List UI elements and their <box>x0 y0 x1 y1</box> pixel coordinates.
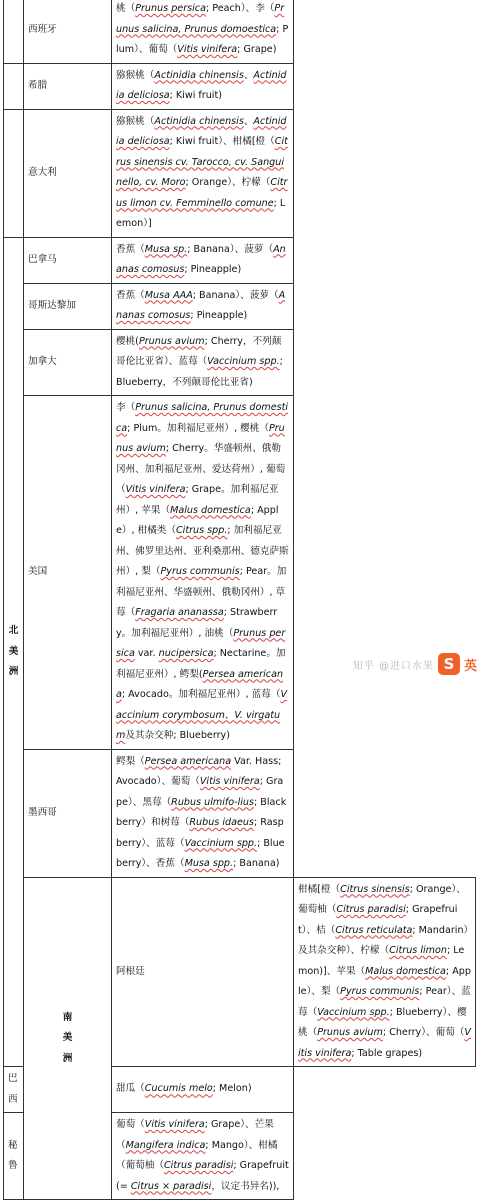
fruit-text: ; Apple）, 柑橘类（ <box>116 504 279 536</box>
fruit-text: ; Kiwi fruit) <box>169 90 222 101</box>
fruit-text: ; Banana) <box>233 858 280 869</box>
fruit-text: 香蕉（ <box>116 243 145 255</box>
country-cell: 希腊 <box>24 63 112 109</box>
fruit-text: Var. Hass; Avocado）、葡萄（ <box>116 755 282 787</box>
region-cell-europe <box>4 109 24 237</box>
fruit-text: ; Strawberry。加利福尼亚州）, 油桃（ <box>116 607 278 639</box>
fruit-text: ; Blueberry）、香蕉（ <box>116 837 285 869</box>
fruit-text: var. <box>134 648 159 659</box>
scientific-name: Persea americana <box>144 755 232 767</box>
country-cell: 巴西 <box>4 1067 24 1113</box>
fruit-text: 葡萄（ <box>116 1119 145 1130</box>
scientific-name: Citrus spp. <box>175 525 228 536</box>
fruit-text: 猕猴桃（ <box>116 115 155 127</box>
scientific-name: Musa spp. <box>184 858 234 869</box>
fruit-text: ; Blueberry，不列颠哥伦比亚省) <box>116 356 283 388</box>
watermark-text: 知乎 @进口水果 <box>352 660 434 672</box>
scientific-name: Actinidia chinensis <box>154 69 244 81</box>
fruit-text: ; Pear。加利福尼亚州、华盛顿州、俄勒冈州）, 草莓（ <box>116 566 287 618</box>
country-cell: 阿根廷 <box>112 877 294 1067</box>
scientific-name: Musa sp. <box>144 243 188 255</box>
country-cell: 哥斯达黎加 <box>24 283 112 329</box>
fruit-list-cell <box>112 283 294 329</box>
country-cell: 西班牙 <box>24 0 112 63</box>
fruit-list-cell <box>112 749 294 877</box>
scientific-name: Cucumis melo <box>144 1083 213 1095</box>
fruit-text: ; Table grapes) <box>351 1047 423 1059</box>
fruit-text: ; Avocado。加利福尼亚州）, 蓝莓（ <box>121 689 281 700</box>
region-cell-europe <box>4 63 24 109</box>
fruit-text: ，议定书异名)), <box>211 1180 280 1192</box>
fruit-list-cell <box>112 396 294 750</box>
country-cell: 加拿大 <box>24 329 112 396</box>
fruit-list-cell <box>112 63 294 109</box>
scientific-name: Ananas comosus <box>116 243 286 275</box>
fruit-text: ; Pineapple) <box>184 264 242 275</box>
fruit-text: ; Banana）、菠萝（ <box>192 289 279 301</box>
fruit-list-cell <box>112 329 294 396</box>
scientific-name: Malus domestica <box>365 965 446 977</box>
fruit-text: ; Grape) <box>237 44 277 55</box>
region-text: 南 美 洲 <box>62 1011 73 1064</box>
scientific-name: Mangifera indica <box>125 1139 206 1151</box>
fruit-text: 香蕉（ <box>116 289 145 301</box>
fruit-text: ; Cherry。华盛顿州、俄勒冈州、加利福尼亚州、爱达荷州）, 葡萄（ <box>116 443 286 495</box>
scientific-name: Fragaria ananassa <box>135 607 224 618</box>
scientific-name: Musa AAA <box>144 289 193 301</box>
scientific-name: Prunus persica <box>135 3 206 14</box>
scientific-name: Citrus sinensis cv. Tarocco, cv. Sanguinello, cv. Moro <box>116 136 288 188</box>
table-row <box>4 329 476 396</box>
fruit-text: ; Melon) <box>212 1083 252 1095</box>
region-label-north-america <box>4 237 24 1067</box>
country-cell: 墨西哥 <box>24 749 112 877</box>
fruit-text: 猕猴桃（ <box>116 69 155 81</box>
scientific-name: Vaccinium corymbosum、V. virgatum <box>116 689 288 741</box>
table-row <box>4 0 476 63</box>
ime-language-indicator: 英 <box>463 658 477 674</box>
region-text: 北 美 洲 <box>8 625 19 677</box>
table-row <box>4 749 476 877</box>
scientific-name: Vitis vinifera <box>199 776 260 787</box>
fruit-text: 桃（ <box>116 3 136 14</box>
scientific-name: Citrus limon cv. Femminello comune <box>116 177 288 209</box>
scientific-name: Pyrus communis <box>340 986 420 997</box>
scientific-name: Prunus avium <box>116 422 285 454</box>
table-row <box>4 237 476 283</box>
scientific-name: Citrus paradisi <box>336 904 406 915</box>
scientific-name: Prunus persica <box>116 627 286 659</box>
fruit-text: ; Mango）、柑橘（葡萄柚（ <box>116 1139 278 1171</box>
fruit-text: 李（ <box>116 402 136 413</box>
fruit-text: ; Kiwi fruit）、柑橘[橙（ <box>169 136 275 147</box>
table-row <box>4 109 476 237</box>
fruit-text: ; Mandarin）及其杂交种）、柠檬（ <box>298 924 469 956</box>
fruit-text: ; Raspberry）、蓝莓（ <box>116 817 284 849</box>
fruit-text: ; Peach）、李（ <box>205 3 275 14</box>
scientific-name: Rubus idaeus <box>189 817 254 828</box>
fruit-text: 柑橘[橙（ <box>298 883 341 895</box>
sogou-logo-icon: S <box>438 653 460 675</box>
table-row <box>4 877 476 1067</box>
fruit-text: 及其杂交种; Blueberry) <box>125 730 230 741</box>
scientific-name: Vaccinium spp. <box>317 1006 390 1018</box>
fruit-text: ; Blueberry）、樱桃（ <box>298 1006 467 1038</box>
watermark <box>353 653 479 675</box>
fruit-text: ; Grape）、黑莓（ <box>116 776 284 808</box>
scientific-name: Persea americana <box>116 668 284 700</box>
scientific-name: Rubus ulmifo-lius <box>171 796 255 808</box>
scientific-name: Pyrus communis <box>160 566 240 577</box>
scientific-name: Vaccinium spp. <box>207 356 280 367</box>
scientific-name: Citrus limon <box>389 945 447 956</box>
scientific-name: Vitis vinifera <box>144 1119 205 1130</box>
fruit-text: ; Lemon)]、苹果（ <box>298 945 465 977</box>
fruit-text: ; Apple）、梨（ <box>298 965 471 997</box>
scientific-name: Prunus salicina, Prunus domestica <box>116 402 289 434</box>
country-cell: 美国 <box>24 396 112 750</box>
scientific-name: Citrus × paradisi <box>130 1180 212 1192</box>
fruit-text: 甜瓜（ <box>116 1083 145 1095</box>
fruit-text: ; Orange）、柠檬（ <box>185 177 271 188</box>
fruit-import-table <box>3 0 476 1200</box>
scientific-name: Vitis vinifera <box>125 484 186 495</box>
fruit-text: ; Grapefruit）、桔（ <box>298 904 458 936</box>
table-row <box>4 283 476 329</box>
country-cell: 巴拿马 <box>24 237 112 283</box>
fruit-text: ; Orange）、葡萄柚（ <box>298 883 466 915</box>
table-row <box>4 396 476 750</box>
scientific-name: Citrus reticulata <box>335 924 413 936</box>
scientific-name: Ananas comosus <box>116 289 286 321</box>
fruit-list-cell <box>112 0 294 63</box>
fruit-list-cell <box>112 237 294 283</box>
scientific-name: Vitis vinifera <box>298 1027 471 1059</box>
region-cell-europe <box>4 0 24 63</box>
fruit-text: ; Cherry，不列颠哥伦比亚省）、蓝莓（ <box>116 335 282 367</box>
scientific-name: Malus domestica <box>170 504 251 516</box>
scientific-name: Vitis vinifera <box>177 44 238 55</box>
scientific-name: nucipersica <box>158 648 214 659</box>
fruit-text: ; Grape。加利福尼亚州）, 苹果（ <box>116 484 279 516</box>
fruit-text: ; Grape）、芒果（ <box>116 1119 274 1151</box>
fruit-text: ; Pineapple) <box>190 310 248 321</box>
fruit-text: ; Cherry）、葡萄（ <box>382 1027 465 1038</box>
scientific-name: Citrus sinensis <box>340 883 410 895</box>
fruit-text: 鳄梨（ <box>116 755 145 767</box>
scientific-name: Prunus avium <box>317 1027 383 1038</box>
scientific-name: Actinidia deliciosa <box>116 115 287 147</box>
fruit-list-cell <box>112 1067 294 1113</box>
fruit-text: 樱桃( <box>116 335 139 347</box>
fruit-text: ; Plum。加利福尼亚州）, 樱桃（ <box>127 422 269 434</box>
fruit-text: ; Pear）、蓝莓（ <box>298 986 471 1018</box>
region-label-south-america <box>24 877 112 1200</box>
scientific-name: Actinidia chinensis <box>154 115 244 127</box>
fruit-text: ; Grapefruit (= <box>116 1160 289 1192</box>
scientific-name: Vaccinium spp. <box>184 837 258 849</box>
scientific-name: Actinidia deliciosa <box>116 69 287 101</box>
country-cell: 意大利 <box>24 109 112 237</box>
fruit-list-cell <box>294 877 476 1067</box>
scientific-name: Citrus paradisi <box>163 1160 234 1171</box>
fruit-text: ; Blackberry）和树莓（ <box>116 796 287 828</box>
fruit-text: ; Banana）、菠萝（ <box>187 243 274 255</box>
table-row <box>4 63 476 109</box>
fruit-text: ; Lemon）] <box>116 197 286 229</box>
fruit-list-cell <box>112 109 294 237</box>
fruit-text: ; Plum）、葡萄（ <box>116 23 289 55</box>
fruit-text: 、 <box>243 69 254 81</box>
scientific-name: Prunus avium <box>138 335 205 347</box>
scientific-name: Prunus salicina, Prunus domoestica <box>116 3 285 35</box>
fruit-text: ; Nectarine。加利福尼亚州）, 鳄梨( <box>116 648 286 680</box>
fruit-list-cell <box>112 1113 294 1200</box>
fruit-text: 、 <box>243 115 254 127</box>
country-cell: 秘鲁 <box>4 1113 24 1200</box>
fruit-text: ; 加利福尼亚州、佛罗里达州、亚利桑那州、德克萨斯州）, 梨（ <box>116 525 289 577</box>
